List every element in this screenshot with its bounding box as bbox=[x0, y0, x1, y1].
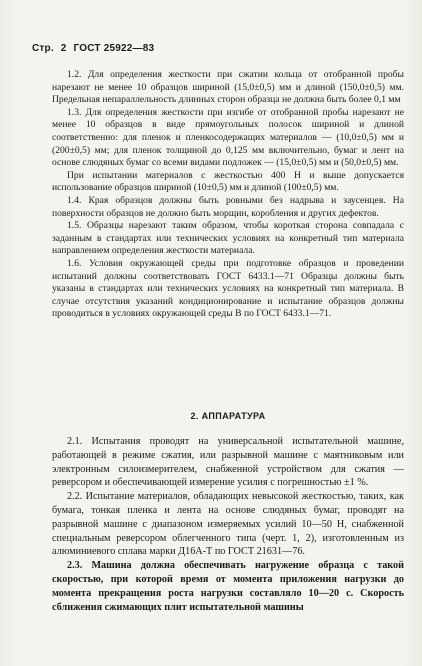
paragraph-1-3: 1.3. Для определения жесткости при изгибе от отобранной пробы нарезают не менее 10 образцов в виде прямоугольных полосок шириной и длиной соответственно: для пленок и пленкосодержащих материалов — (10,0±0,5) мм и (200±0,5) мм; для пленок толщиной до 0,125 мм включительно, бумаг и лент на основе слюдяных бумаг со всеми видами подложек — (15,0±0,5) мм и (50,0±0,5) мм. bbox=[52, 106, 404, 169]
paragraph-1-5: 1.5. Образцы нарезают таким образом, чтобы короткая сторона совпадала с заданным в стандартах или технических условиях на конкретный тип материала направлением определения жесткости материала. bbox=[52, 220, 404, 257]
page-header bbox=[32, 43, 158, 54]
section-2-title: 2. АППАРАТУРА bbox=[190, 411, 266, 421]
paragraph-1-3-note: При испытании материалов с жесткостью 400 Н и выше допускается использование образцов шириной (10±0,5) мм и длиной (100±0,5) мм. bbox=[52, 169, 404, 194]
paragraph-2-2: 2.2. Испытание материалов, обладающих невысокой жесткостью, таких, как бумага, тонкая пленка и лента на основе слюдяных бумаг, проводят на разрывной машине с диапазоном измеряемых усилий 10—50 Н, снабженной специальным реверсором облегченного типа (черт. 1, 2), изготовленным из алюминиевого сплава марки Д16А-Т по ГОСТ 21631—76. bbox=[52, 491, 404, 558]
paragraph-2-1: 2.1. Испытания проводят на универсальной испытательной машине, работающей в режиме сжатия, или разрывной машине с маятниковым или электронным силоизмерителем, снабженной устройством для сжатия — реверсором и обеспечивающей измерение усилия с погрешностью ±1 %. bbox=[52, 436, 404, 489]
paragraph-1-2: 1.2. Для определения жесткости при сжатии кольца от отобранной пробы нарезают не менее 10 образцов шириной (15,0±0,5) мм и длиной (150,0±0,5) мм. Предельная непараллельность длинных сторон образца не должна быть более 0,1 мм bbox=[52, 69, 404, 106]
paragraph-1-6: 1.6. Условия окружающей среды при подготовке образцов и проведении испытаний должны соответствовать ГОСТ 6433.1—71 Образцы должны быть указаны в стандартах или технических условиях на конкретный тип материала. В случае отсутствия указаний кондиционирование и испытание образцов должны проводиться в условиях окружающей среды В по ГОСТ 6433.1—71. bbox=[52, 257, 404, 320]
section-1-text bbox=[52, 69, 404, 321]
section-2-text bbox=[52, 435, 404, 614]
paragraph-2-3: 2.3. Машина должна обеспечивать нагружение образца с такой скоростью, при которой время от момента приложения нагрузки до момента прекращения роста нагрузки составляло 10—20 с. Скорость сближения сжимающих плит испытательной машины bbox=[52, 560, 404, 613]
page-number: 2 bbox=[60, 43, 67, 54]
paragraph-1-4: 1.4. Края образцов должны быть ровными без надрыва и заусенцев. На поверхности образцов не должно быть морщин, коробления и других дефектов. bbox=[52, 194, 404, 219]
page-label: Стр. bbox=[32, 43, 54, 54]
standard-designation: ГОСТ 25922—83 bbox=[73, 43, 155, 54]
